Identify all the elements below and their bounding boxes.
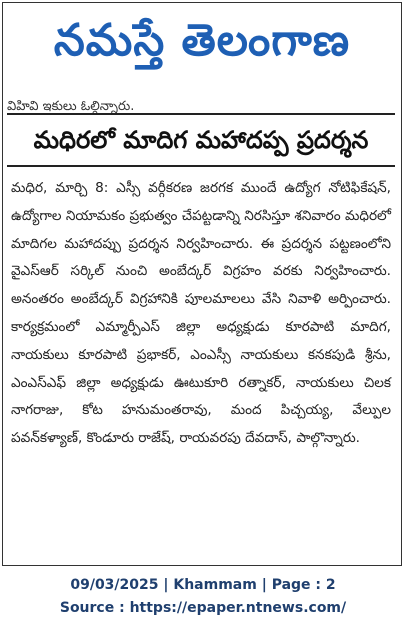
footer-date-edition: 09/03/2025 | Khammam | Page : 2 xyxy=(70,577,336,593)
previous-article-text: విహివి ఇకులు ఓల్గిన్నారు. xyxy=(7,99,135,114)
article-body: మధిర, మార్చి 8: ఎస్సీ వర్గీకరణ జరగక ముందే ఉద్యోగ నోటిఫికేషన్, ఉద్యోగాల నియామకం ప్రభుత్వం చేపట్టడాన్ని నిరసిస్తూ శనివారం మధిరలో మాదిగల మహాదప్పు ప్రదర్శన నిర్వహించారు. ఈ ప్రదర్శన పట్టణంలోని వైఎస్ఆర్ సర్కిల్ నుంచి అంబేద్కర్ విగ్రహం వరకు నిర్వహించారు. అనంతరం అంబేద్కర్ విగ్రహానికి పూలమాలలు వేసి నివాళి అర్పించారు. కార్యక్రమంలో ఎమ్మార్పీఎస్ జిల్లా అధ్యక్షుడు కూరపాటి మాదిగ, నాయకులు కూరపాటి ప్రభాకర్, ఎంఎస్సీ నాయకులు కనకపుడి శ్రీను, ఎంఎస్ఎఫ్ జిల్లా అధ్యక్షుడు ఊటుకూరి రత్నాకర్, నాయకులు చిలక నాగరాజు, కోట హనుమంతరావు, మంద పిచ్చయ్య, వేల్పుల పవన్‌కళ్యాణ్, కొండూరు రాజేష్, రాయవరపు దేవదాస్, పాల్గొన్నారు. xyxy=(11,180,391,447)
masthead xyxy=(3,3,401,89)
newspaper-clipping xyxy=(2,2,402,566)
previous-article-snippet xyxy=(7,95,395,115)
masthead-title: నమస్తే తెలంగాణ xyxy=(53,15,351,66)
headline-text: మధిరలో మాదిగ మహాదప్ప ప్రదర్శన xyxy=(33,126,369,154)
footer-source: Source : https://epaper.ntnews.com/ xyxy=(59,600,347,616)
article-headline xyxy=(7,121,395,167)
clipping-footer xyxy=(0,574,406,620)
